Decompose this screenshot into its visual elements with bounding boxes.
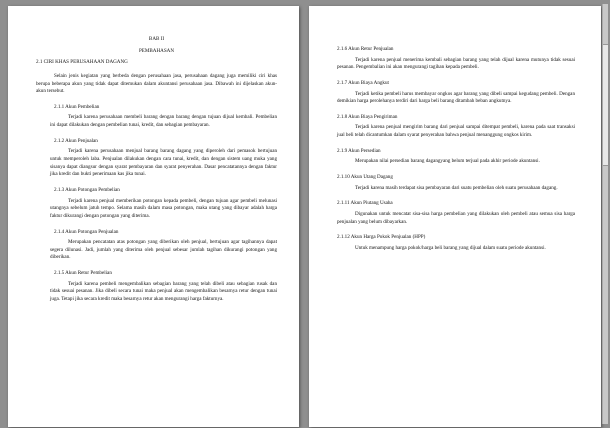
subsection-paragraph: Merupakan pencatatan atas potongan yang diberikan oleh penjual, bertujuan agar tagihannya dapat segera dilunasi. Jadi, jumlah yang diterima oleh penjual sebesar jumlah tagihan dikurangi potongan yang diberikan.	[50, 239, 277, 261]
subsection-paragraph: Terjadi karena perusahaan membeli barang dengan barang dengan tujuan dijual kembali. Pembelian ini dapat dilakukan dengan pembelian tunai, kredit, dan sebagian pembayaran.	[50, 114, 277, 129]
chapter-number: BAB II	[148, 36, 165, 42]
subsection-paragraph: Digunakan untuk mencatat sisa-sisa harga pembelian yang dilakukan oleh pembeli atau semua sisa harga penjualan yang belum dibayarkan.	[337, 210, 575, 225]
subsection-paragraph: Terjadi karena masih terdapat sisa pembayaran dari suatu pembelian oleh suatu perusahaan dagang.	[355, 184, 558, 191]
subsection-paragraph: Untuk menampung harga pokok/harga beli barang yang dijual dalam suatu periode akuntansi.	[355, 244, 546, 251]
intro-paragraph: Selain jenis kegiatan yang berbeda dengan perusahaan jasa, perusahaan dagang juga memiliki ciri khas berupa beberapa akun yang tidak dapat ditemukan dalam akuntansi perusahaan jasa. Dibawah ini dijelaskan akun-akun tersebut.	[36, 72, 277, 95]
document-page-right	[309, 6, 601, 427]
subsection-paragraph: Terjadi karena penjual menerima kembali sebagian barang yang telah dijual karena mutunya tidak sesuai pesanan. Pengembalian ini akan mengurangi tagihan kepada pembeli.	[337, 56, 575, 71]
subsection-heading: 2.1.1 Akun Pembelian	[54, 103, 100, 110]
document-page-left	[8, 6, 299, 427]
subsection-heading: 2.1.11 Akun Piutang Usaha	[337, 200, 393, 207]
subsection-paragraph: Terjadi karena penjual mengirim barang dari penjual sampai ditempat pembeli, karena pada saat transaksi jual beli telah dicantumkan dalam syarat penyerahan bahwa penjual menanggung ongkos kirim.	[337, 124, 575, 139]
subsection-heading: 2.1.2 Akun Penjualan	[54, 137, 98, 144]
subsection-heading: 2.1.9 Akun Persedian	[337, 147, 381, 154]
subsection-paragraph: Terjadi karena perusahaan menjual barang barang dagang yang diperoleh dari pemasok bertujuan untuk memperoleh laba. Penjualan dilakukan dengan cara tunai, kredit, dan dengan sistem uang muka yang sisanya dapat diangsur dengan syarat pembayaran dan syarat penyerahan. Dasar pencatatannya dengan faktur jika kredit dan bukti penerimaan kas jika tunai.	[50, 148, 277, 178]
subsection-heading: 2.1.7 Akun Biaya Angkut	[337, 79, 389, 86]
subsection-heading: 2.1.6 Akun Retur Penjualan	[337, 46, 394, 52]
subsection-paragraph: Terjadi karena pembeli mengembalikan sebagian barang yang telah dibeli atau sebagian rusak dan tidak sesuai pesanan. Jika dibeli secara tunai maka penjual akan mengembalikan besarnya retur dengan tunai juga. Tetapi jika secara kredit maka besarnya retur akan mengurangi harga fakturnya.	[50, 280, 277, 303]
subsection-paragraph: Merupakan nilai persedian barang dagangyang belum terjual pada akhir periode akuntansi.	[355, 158, 540, 165]
section-heading: 2.1 CIRI KHAS PERUSAHAAN DAGANG	[36, 59, 128, 66]
subsection-heading: 2.1.12 Akun Harga Pokok Penjualan (HPP)	[337, 234, 426, 241]
scrollbar-thumb[interactable]	[603, 44, 608, 166]
subsection-heading: 2.1.3 Akun Potongan Pembelian	[54, 186, 120, 193]
subsection-paragraph: Terjadi ketika pembeli harus membayar ongkos agar barang yang dibeli sampai kegudang pembeli. Dengan demikian harga perolehanya terdiri dari harga beli barang ditambah beban angkutnya.	[337, 90, 575, 105]
subsection-heading: 2.1.5 Akun Retur Pembelian	[54, 270, 112, 277]
chapter-title: PEMBAHASAN	[138, 47, 175, 54]
subsection-heading: 2.1.4 Akun Potongan Penjualan	[54, 228, 119, 235]
subsection-heading: 2.1.10 Akun Utang Dagang	[337, 174, 393, 181]
subsection-heading: 2.1.8 Akun Biaya Pengiriman	[337, 113, 398, 120]
subsection-paragraph: Terjadi karena penjual memberikan potongan kepada pembeli, dengan tujuan agar pembeli melunasi utangnya sebelum jatuh tempo. Selama masih dalam masa potongan, maka utang yang dibayar adalah harga faktur dikurangi dengan potongan yang diterima.	[50, 197, 277, 219]
vertical-scrollbar[interactable]	[602, 4, 608, 424]
